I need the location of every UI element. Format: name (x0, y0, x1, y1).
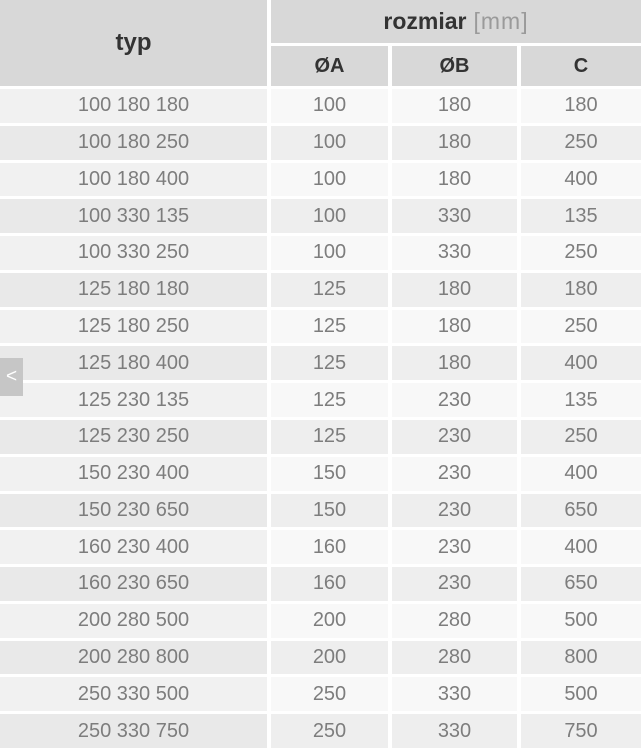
row-typ-cell: 250 330 750 (0, 714, 267, 748)
row-ob-cell: 280 (392, 604, 517, 638)
row-oa-cell: 100 (271, 126, 388, 160)
row-c-cell: 500 (521, 604, 641, 638)
row-ob-cell: 330 (392, 199, 517, 233)
row-oa-cell: 150 (271, 457, 388, 491)
row-oa-cell: 250 (271, 677, 388, 711)
row-oa-cell: 125 (271, 310, 388, 344)
row-typ-cell: 150 230 400 (0, 457, 267, 491)
row-ob-cell: 180 (392, 126, 517, 160)
row-c-cell: 400 (521, 530, 641, 564)
row-c-cell: 400 (521, 163, 641, 197)
row-oa-cell: 125 (271, 383, 388, 417)
column-header-c (521, 46, 641, 86)
row-ob-cell: 330 (392, 714, 517, 748)
row-typ-cell: 125 180 250 (0, 310, 267, 344)
row-typ-cell: 100 330 135 (0, 199, 267, 233)
chevron-left-icon: < (5, 366, 18, 387)
row-c-cell: 180 (521, 89, 641, 123)
row-ob-cell: 180 (392, 89, 517, 123)
row-typ-cell: 160 230 400 (0, 530, 267, 564)
row-typ-cell: 150 230 650 (0, 494, 267, 528)
row-oa-cell: 200 (271, 641, 388, 675)
row-typ-cell: 250 330 500 (0, 677, 267, 711)
row-c-cell: 135 (521, 383, 641, 417)
row-c-cell: 250 (521, 236, 641, 270)
row-ob-cell: 180 (392, 273, 517, 307)
row-typ-cell: 125 230 135 (0, 383, 267, 417)
row-ob-cell: 180 (392, 163, 517, 197)
row-c-cell: 750 (521, 714, 641, 748)
row-c-cell: 135 (521, 199, 641, 233)
row-ob-cell: 280 (392, 641, 517, 675)
row-ob-cell: 330 (392, 236, 517, 270)
row-typ-cell: 100 330 250 (0, 236, 267, 270)
row-c-cell: 250 (521, 126, 641, 160)
row-typ-cell: 125 180 400 (0, 346, 267, 380)
rozmiar-unit-label: [mm] (473, 8, 529, 34)
row-c-cell: 650 (521, 567, 641, 601)
row-ob-cell: 180 (392, 310, 517, 344)
row-typ-cell: 160 230 650 (0, 567, 267, 601)
row-oa-cell: 125 (271, 346, 388, 380)
typ-column-header-label: typ (115, 29, 152, 56)
column-header-ob (392, 46, 517, 86)
row-c-cell: 800 (521, 641, 641, 675)
column-header-oa-label: ØA (314, 54, 345, 77)
row-ob-cell: 230 (392, 494, 517, 528)
column-header-ob-label: ØB (439, 54, 470, 77)
row-typ-cell: 200 280 800 (0, 641, 267, 675)
row-oa-cell: 125 (271, 273, 388, 307)
rozmiar-group-header (271, 0, 641, 43)
typ-column-header (0, 0, 267, 86)
row-ob-cell: 230 (392, 530, 517, 564)
row-oa-cell: 100 (271, 199, 388, 233)
rozmiar-group-header-label: rozmiar (383, 8, 467, 34)
row-c-cell: 400 (521, 457, 641, 491)
row-c-cell: 500 (521, 677, 641, 711)
row-typ-cell: 200 280 500 (0, 604, 267, 638)
row-typ-cell: 100 180 400 (0, 163, 267, 197)
row-oa-cell: 200 (271, 604, 388, 638)
row-ob-cell: 230 (392, 457, 517, 491)
row-typ-cell: 100 180 250 (0, 126, 267, 160)
row-c-cell: 650 (521, 494, 641, 528)
row-typ-cell: 100 180 180 (0, 89, 267, 123)
row-typ-cell: 125 180 180 (0, 273, 267, 307)
row-c-cell: 400 (521, 346, 641, 380)
carousel-prev-button[interactable] (0, 358, 23, 396)
row-oa-cell: 160 (271, 530, 388, 564)
row-ob-cell: 230 (392, 420, 517, 454)
row-oa-cell: 125 (271, 420, 388, 454)
row-oa-cell: 250 (271, 714, 388, 748)
row-oa-cell: 100 (271, 163, 388, 197)
row-oa-cell: 100 (271, 89, 388, 123)
row-ob-cell: 330 (392, 677, 517, 711)
row-typ-cell: 125 230 250 (0, 420, 267, 454)
row-c-cell: 180 (521, 273, 641, 307)
row-ob-cell: 180 (392, 346, 517, 380)
row-ob-cell: 230 (392, 383, 517, 417)
row-c-cell: 250 (521, 310, 641, 344)
row-ob-cell: 230 (392, 567, 517, 601)
row-oa-cell: 100 (271, 236, 388, 270)
row-c-cell: 250 (521, 420, 641, 454)
column-header-oa (271, 46, 388, 86)
row-oa-cell: 160 (271, 567, 388, 601)
column-header-c-label: C (573, 54, 589, 77)
row-oa-cell: 150 (271, 494, 388, 528)
